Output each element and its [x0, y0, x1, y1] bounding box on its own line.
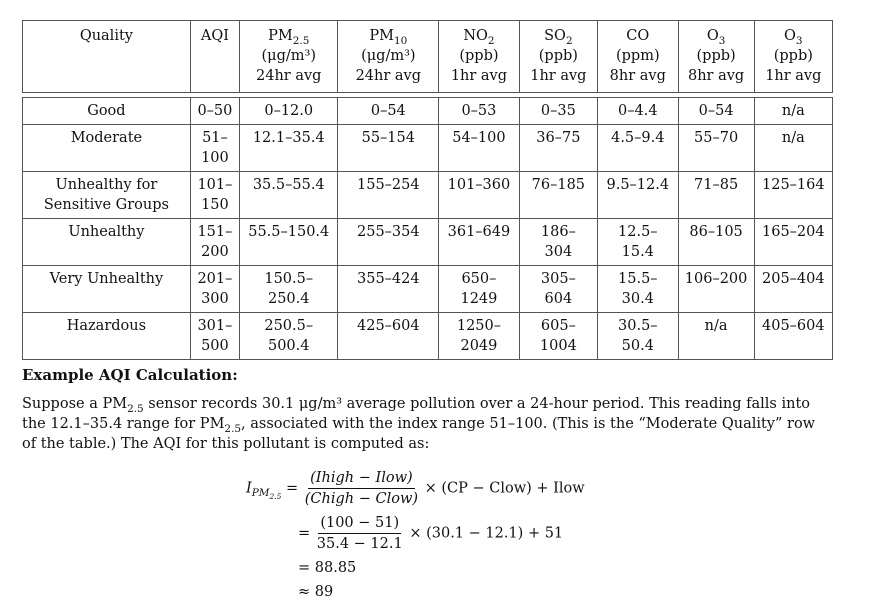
- formula-tail-2: × (30.1 − 12.1) + 51: [409, 525, 564, 542]
- paragraph-text-2: sensor records 30.1 μg/m³ average pollution over a 24-hour period. This reading falls into the 12.1–35.4 range for PM: [22, 396, 810, 432]
- range-cell: 305– 604: [519, 266, 597, 313]
- formula-equals: =: [286, 480, 299, 497]
- table-header-row: [23, 21, 833, 93]
- range-cell: 101– 150: [190, 172, 239, 219]
- range-cell: 205–404: [754, 266, 832, 313]
- range-cell: 0–54: [678, 98, 754, 125]
- column-header-pollutant: $SO_2$: [544, 28, 573, 47]
- column-header: [23, 21, 191, 93]
- column-header-line: 8hr avg: [687, 68, 745, 84]
- range-cell: 0–35: [519, 98, 597, 125]
- range-cell: 4.5–9.4: [598, 125, 679, 172]
- column-header: [338, 21, 439, 93]
- range-cell: 425–604: [338, 313, 439, 360]
- paragraph-subscript-1: 2.5: [127, 402, 144, 415]
- range-cell: 76–185: [519, 172, 597, 219]
- column-header-line: (μg/m³): [361, 48, 416, 64]
- formula-fraction-numeric: [315, 515, 405, 552]
- quality-cell: Unhealthy for Sensitive Groups: [23, 172, 191, 219]
- column-header: [190, 21, 239, 93]
- range-cell: 186– 304: [519, 219, 597, 266]
- range-cell: n/a: [678, 313, 754, 360]
- column-header-line: 24hr avg: [355, 68, 422, 84]
- range-cell: 250.5–500.4: [240, 313, 338, 360]
- formula-line-2: [298, 515, 563, 552]
- quality-cell: Unhealthy: [23, 219, 191, 266]
- table-row: [23, 266, 833, 313]
- formula-tail: × (CP − Clow) + Ilow: [424, 480, 585, 497]
- column-header-pollutant: CO: [626, 28, 650, 44]
- column-header-line: 1hr avg: [530, 68, 587, 84]
- paragraph-subscript-2: 2.5: [224, 422, 242, 435]
- column-header-line: (ppb): [538, 48, 578, 64]
- column-header-line: 24hr avg: [256, 68, 322, 84]
- table-row: [23, 125, 833, 172]
- fraction-denominator-2: 35.4 − 12.1: [316, 536, 403, 552]
- column-header: [598, 21, 679, 93]
- column-header-pollutant: $PM_{10}$: [369, 28, 408, 47]
- range-cell: 101–360: [439, 172, 520, 219]
- formula-line-1: [246, 470, 585, 507]
- column-header-line: 8hr avg: [609, 68, 666, 84]
- range-cell: 30.5– 50.4: [598, 313, 679, 360]
- column-header-pollutant: $NO_2$: [463, 28, 495, 47]
- column-header-line: (μg/m³): [261, 48, 316, 64]
- range-cell: 155–254: [338, 172, 439, 219]
- range-cell: 361–649: [439, 219, 520, 266]
- quality-cell: Hazardous: [23, 313, 191, 360]
- column-header-pollutant: $O_3$: [706, 28, 726, 47]
- range-cell: 355–424: [338, 266, 439, 313]
- column-header: [519, 21, 597, 93]
- range-cell: 0–12.0: [240, 98, 338, 125]
- column-header: [754, 21, 832, 93]
- range-cell: 201– 300: [190, 266, 239, 313]
- column-header-line: (ppb): [459, 48, 499, 64]
- range-cell: 0–54: [338, 98, 439, 125]
- column-header: [678, 21, 754, 93]
- fraction-numerator-2: (100 − 51): [318, 515, 401, 534]
- range-cell: 55–154: [338, 125, 439, 172]
- range-cell: 12.1–35.4: [240, 125, 338, 172]
- range-cell: n/a: [754, 125, 832, 172]
- column-header-line: Quality: [79, 28, 133, 44]
- paragraph-text-3: , associated with the index range 51–100. (This is the “Moderate Quality” row of the table.) The AQI for this pollutant is computed as:: [22, 416, 816, 452]
- range-cell: 255–354: [338, 219, 439, 266]
- column-header-line: AQI: [200, 28, 229, 44]
- range-cell: 15.5– 30.4: [598, 266, 679, 313]
- quality-cell: Good: [23, 98, 191, 125]
- range-cell: 12.5– 15.4: [598, 219, 679, 266]
- range-cell: 0–4.4: [598, 98, 679, 125]
- fraction-denominator: (Chigh − Clow): [304, 491, 419, 507]
- formula-lhs-sub: PM: [251, 487, 270, 500]
- range-cell: 55–70: [678, 125, 754, 172]
- column-header-line: 1hr avg: [450, 68, 508, 84]
- table-row: [23, 219, 833, 266]
- paragraph-text-1: Suppose a PM: [22, 396, 128, 412]
- table-row: [23, 172, 833, 219]
- example-paragraph: [22, 394, 822, 454]
- fraction-numerator: (Ihigh − Ilow): [308, 470, 415, 489]
- quality-cell: Very Unhealthy: [23, 266, 191, 313]
- range-cell: 9.5–12.4: [598, 172, 679, 219]
- column-header: [439, 21, 520, 93]
- example-heading: Example AQI Calculation:: [22, 366, 238, 384]
- formula-fraction-general: [303, 470, 420, 507]
- column-header: [240, 21, 338, 93]
- range-cell: 36–75: [519, 125, 597, 172]
- range-cell: 151– 200: [190, 219, 239, 266]
- table-row: [23, 98, 833, 125]
- range-cell: 150.5–250.4: [240, 266, 338, 313]
- range-cell: 1250– 2049: [439, 313, 520, 360]
- range-cell: 125–164: [754, 172, 832, 219]
- range-cell: 405–604: [754, 313, 832, 360]
- range-cell: 301– 500: [190, 313, 239, 360]
- formula-lhs: I: [246, 480, 252, 497]
- range-cell: 605– 1004: [519, 313, 597, 360]
- formula-equals-2: =: [298, 525, 311, 542]
- quality-cell: Moderate: [23, 125, 191, 172]
- range-cell: 51– 100: [190, 125, 239, 172]
- formula-line-3: = 88.85: [298, 560, 357, 576]
- aqi-table: [22, 20, 833, 360]
- column-header-pollutant: $O_3$: [784, 28, 803, 47]
- range-cell: 0–50: [190, 98, 239, 125]
- range-cell: 54–100: [439, 125, 520, 172]
- column-header-line: (ppm): [615, 48, 660, 64]
- table-row: [23, 313, 833, 360]
- range-cell: n/a: [754, 98, 832, 125]
- formula-line-4: ≈ 89: [298, 584, 334, 600]
- column-header-pollutant: $PM_{2.5}$: [268, 28, 310, 47]
- column-header-line: (ppb): [773, 48, 813, 64]
- range-cell: 650– 1249: [439, 266, 520, 313]
- range-cell: 35.5–55.4: [240, 172, 338, 219]
- range-cell: 55.5–150.4: [240, 219, 338, 266]
- range-cell: 71–85: [678, 172, 754, 219]
- range-cell: 86–105: [678, 219, 754, 266]
- range-cell: 165–204: [754, 219, 832, 266]
- column-header-line: (ppb): [696, 48, 736, 64]
- range-cell: 0–53: [439, 98, 520, 125]
- table-body: [23, 93, 833, 360]
- range-cell: 106–200: [678, 266, 754, 313]
- column-header-line: 1hr avg: [765, 68, 822, 84]
- formula-lhs-subsub: 2.5: [269, 492, 282, 502]
